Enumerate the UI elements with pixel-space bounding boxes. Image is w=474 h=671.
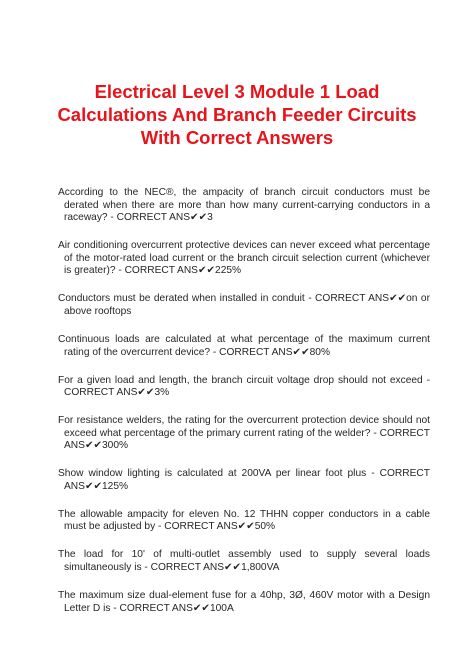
question-item: Conductors must be derated when installed in conduit - CORRECT ANS✔✔on or above rooftops xyxy=(58,293,430,317)
question-item: The maximum size dual-element fuse for a 40hp, 3Ø, 460V motor with a Design Letter D is - CORRECT ANS✔✔100A xyxy=(58,589,430,614)
question-item: Show window lighting is calculated at 200VA per linear foot plus - CORRECT ANS✔✔125% xyxy=(58,468,430,492)
question-item: Air conditioning overcurrent protective devices can never exceed what percentage of the motor-rated load current or the branch circuit selection current (whichever is greater)? - CORRECT ANS✔✔225% xyxy=(58,240,430,277)
question-item: The allowable ampacity for eleven No. 12 THHN copper conductors in a cable must be adjusted by - CORRECT ANS✔✔50% xyxy=(58,508,430,533)
question-item: The load for 10' of multi-outlet assembly used to supply several loads simultaneously is - CORRECT ANS✔✔1,800VA xyxy=(58,549,430,573)
question-list xyxy=(58,187,430,631)
document-title: Electrical Level 3 Module 1 Load Calculations And Branch Feeder Circuits With Correct Answers xyxy=(57,81,417,148)
question-item: For a given load and length, the branch circuit voltage drop should not exceed - CORRECT ANS✔✔3% xyxy=(58,374,430,399)
question-item: For resistance welders, the rating for the overcurrent protection device should not exceed what percentage of the primary current rating of the welder? - CORRECT ANS✔✔300% xyxy=(58,415,430,452)
question-item: Continuous loads are calculated at what percentage of the maximum current rating of the overcurrent device? - CORRECT ANS✔✔80% xyxy=(58,333,430,358)
question-item: According to the NEC®, the ampacity of branch circuit conductors must be derated when there are more than how many current-carrying conductors in a raceway? - CORRECT ANS✔✔3 xyxy=(58,187,430,224)
